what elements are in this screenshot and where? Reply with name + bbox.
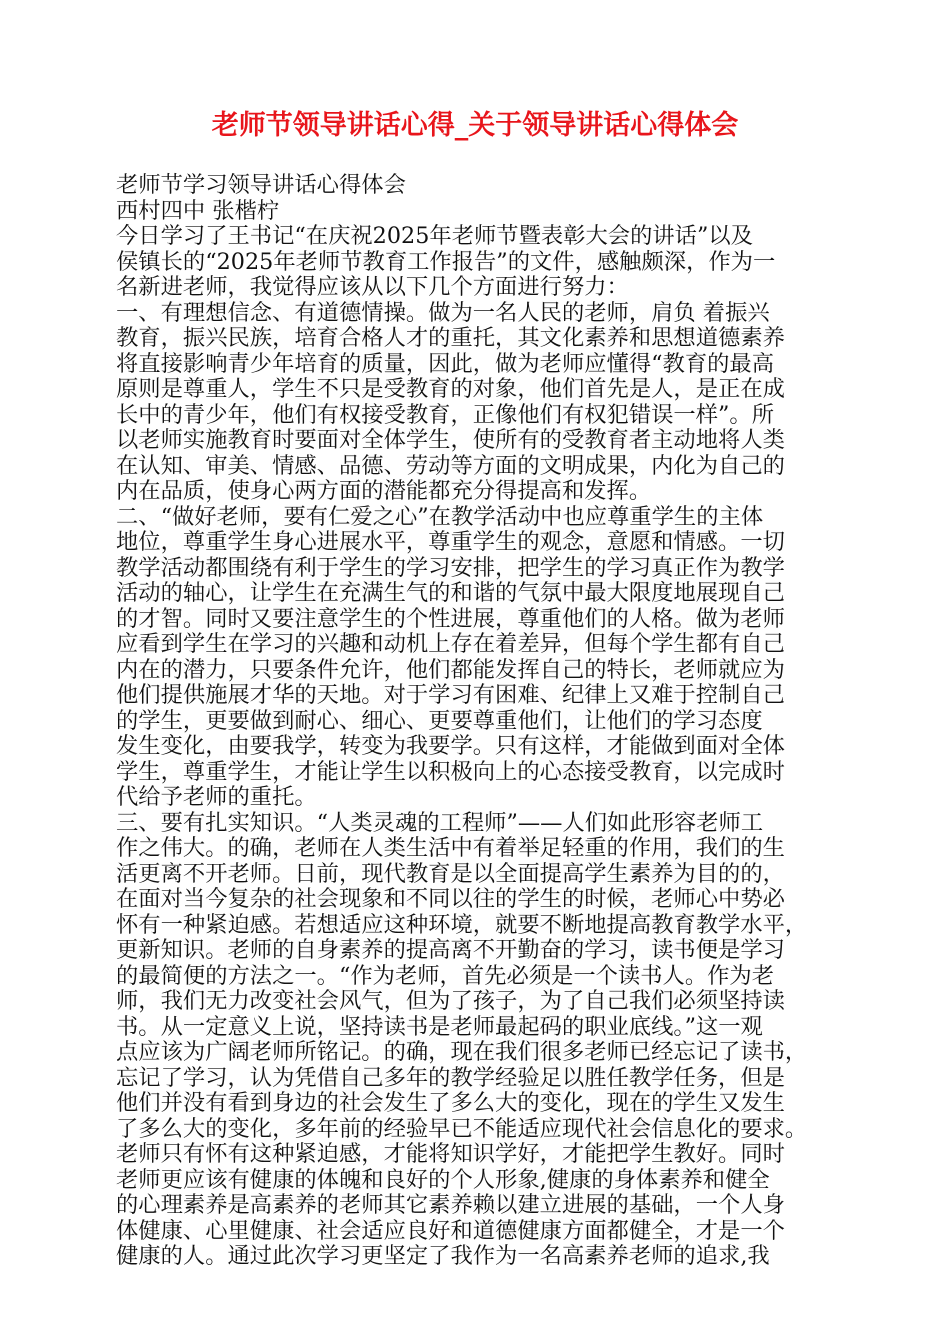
- document-body: [116, 173, 846, 1270]
- body-line: 原则是尊重人，学生不只是受教育的对象，他们首先是人，是正在成: [116, 376, 785, 402]
- body-line: 老师节学习领导讲话心得体会: [116, 172, 406, 198]
- body-line: 以老师实施教育时要面对全体学生，使所有的受教育者主动地将人类: [116, 427, 785, 453]
- body-line: 名新进老师，我觉得应该从以下几个方面进行努力：: [116, 274, 629, 300]
- body-line: 代给予老师的重托。: [116, 784, 317, 810]
- body-line: 的学生，更要做到耐心、细心、更要尊重他们，让他们的学习态度: [116, 707, 763, 734]
- body-line: 活动的轴心，让学生在充满生气的和谐的气氛中最大限度地展现自己: [116, 580, 785, 606]
- body-line: 师，我们无力改变社会风气，但为了孩子，为了自己我们必须坚持读: [116, 988, 785, 1014]
- body-line: 教育，振兴民族，培育合格人才的重托，其文化素养和思想道德素养: [116, 325, 785, 351]
- body-line: 健康的人。通过此次学习更坚定了我作为一名高素养老师的追求,我: [116, 1243, 770, 1269]
- body-line: 忘记了学习，认为凭借自己多年的教学经验足以胜任教学任务，但是: [116, 1064, 785, 1091]
- body-line: 的心理素养是高素养的老师其它素养赖以建立进展的基础，一个人身: [116, 1192, 785, 1218]
- body-line: 二、“做好老师，要有仁爱之心”在教学活动中也应尊重学生的主体: [116, 503, 764, 530]
- body-line: 他们并没有看到身边的社会发生了多么大的变化，现在的学生又发生: [116, 1090, 785, 1116]
- body-line: 应看到学生在学习的兴趣和动机上存在着差异，但每个学生都有自己: [116, 631, 785, 657]
- body-line: 了多么大的变化，多年前的经验早已不能适应现代社会信息化的要求。: [116, 1115, 808, 1142]
- body-line: 将直接影响青少年培育的质量，因此，做为老师应懂得“教育的最高: [116, 350, 775, 377]
- body-line: 怀有一种紧迫感。若想适应这种环境，就要不断地提高教育教学水平，: [116, 911, 808, 938]
- body-line: 活更离不开老师。日前，现代教育是以全面提高学生素养为目的的，: [116, 860, 785, 887]
- body-line: 发生变化，由要我学，转变为我要学。只有这样，才能做到面对全体: [116, 733, 785, 759]
- body-line: 地位，尊重学生身心进展水平，尊重学生的观念，意愿和情感。一切: [116, 529, 785, 555]
- body-line: 在认知、审美、情感、品德、劳动等方面的文明成果，内化为自己的: [116, 452, 785, 479]
- body-line: 的才智。同时又要注意学生的个性进展，尊重他们的人格。做为老师: [116, 605, 785, 632]
- body-line: 内在的潜力，只要条件允许，他们都能发挥自己的特长，老师就应为: [116, 656, 785, 683]
- body-line: 三、要有扎实知识。“人类灵魂的工程师”——人们如此形容老师工: [116, 809, 764, 836]
- body-line: 更新知识。老师的自身素养的提高离不开勤奋的学习，读书便是学习: [116, 937, 785, 963]
- body-line: 的最简便的方法之一。“作为老师，首先必须是一个读书人。作为老: [116, 962, 775, 989]
- body-line: 一、有理想信念、有道德情操。做为一名人民的老师，肩负 着振兴: [116, 299, 770, 326]
- body-line: 内在品质，使身心两方面的潜能都充分得提高和发挥。: [116, 478, 652, 504]
- body-line: 侯镇长的“2025年老师节教育工作报告”的文件，感触颇深，作为一: [116, 248, 776, 275]
- body-line: 学生，尊重学生，才能让学生以积极向上的心态接受教育，以完成时: [116, 758, 785, 785]
- body-line: 体健康、心里健康、社会适应良好和道德健康方面都健全，才是一个: [116, 1217, 785, 1244]
- body-line: 教学活动都围绕有利于学生的学习安排，把学生的学习真正作为教学: [116, 554, 785, 581]
- body-line: 作之伟大。的确，老师在人类生活中有着举足轻重的作用，我们的生: [116, 835, 785, 861]
- body-line: 老师只有怀有这种紧迫感，才能将知识学好，才能把学生教好。同时: [116, 1141, 785, 1167]
- body-line: 点应该为广阔老师所铭记。的确，现在我们很多老师已经忘记了读书，: [116, 1039, 808, 1065]
- body-line: 西村四中 张楷柠: [116, 197, 280, 224]
- body-line: 书。从一定意义上说，坚持读书是老师最起码的职业底线。”这一观: [116, 1013, 763, 1040]
- body-line: 他们提供施展才华的天地。对于学习有困难、纪律上又难于控制自己: [116, 682, 785, 708]
- body-line: 长中的青少年，他们有权接受教育，正像他们有权犯错误一样”。所: [116, 401, 775, 428]
- body-line: 在面对当今复杂的社会现象和不同以往的学生的时候，老师心中势必: [116, 886, 785, 912]
- body-line: 老师更应该有健康的体魄和良好的个人形象,健康的身体素养和健全: [116, 1166, 770, 1193]
- document-title: 老师节领导讲话心得_关于领导讲话心得体会: [211, 110, 739, 141]
- body-line: 今日学习了王书记“在庆祝2025年老师节暨表彰大会的讲话”以及: [116, 223, 753, 249]
